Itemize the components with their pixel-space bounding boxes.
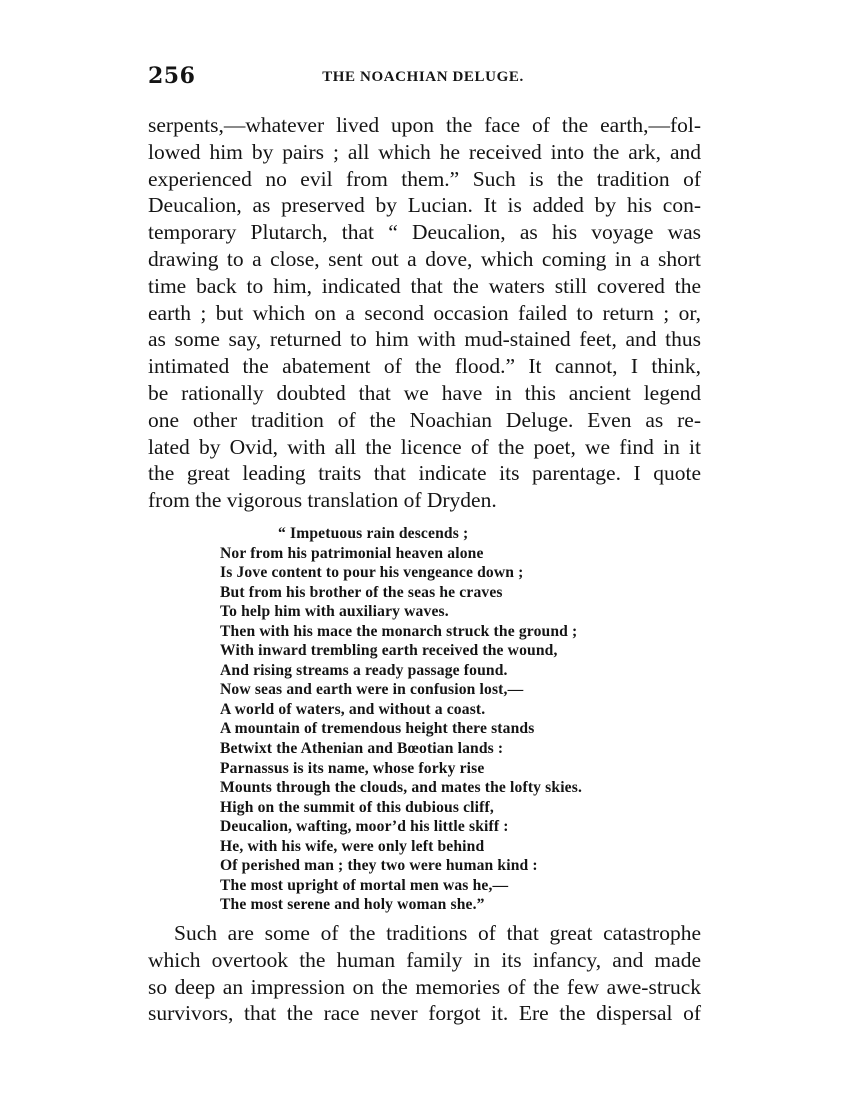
text-line: the great leading traits that indicate its parentage. I quote xyxy=(148,461,701,486)
verse-line: A world of waters, and without a coast. xyxy=(220,700,486,718)
text-line: serpents,—whatever lived upon the face of the earth,—fol- xyxy=(148,113,701,137)
verse-line: Then with his mace the monarch struck the ground ; xyxy=(220,622,578,640)
verse-line: Is Jove content to pour his vengeance down ; xyxy=(220,564,524,582)
text-line: lated by Ovid, with all the licence of the poet, we find in it xyxy=(148,434,701,459)
verse-line: Now seas and earth were in confusion lost,— xyxy=(220,681,524,699)
page-number: 256 xyxy=(148,63,196,89)
verse-line: But from his brother of the seas he craves xyxy=(220,583,503,601)
text-line: experienced no evil from them.” Such is the tradition of xyxy=(148,166,701,191)
verse-quotation xyxy=(220,524,640,915)
text-line: temporary Plutarch, that “ Deucalion, as his voyage was xyxy=(148,220,701,245)
verse-line: With inward trembling earth received the wound, xyxy=(220,642,558,660)
verse-line: Deucalion, wafting, moor’d his little skiff : xyxy=(220,818,509,836)
verse-line: The most serene and holy woman she.” xyxy=(220,896,485,914)
text-line: from the vigorous translation of Dryden. xyxy=(148,488,497,513)
verse-line: Of perished man ; they two were human kind : xyxy=(220,857,538,875)
text-line: earth ; but which on a second occasion failed to return ; or, xyxy=(148,300,701,325)
verse-line: A mountain of tremendous height there stands xyxy=(220,720,535,738)
verse-line: Betwixt the Athenian and Bœotian lands : xyxy=(220,740,504,758)
running-title: THE NOACHIAN DELUGE. xyxy=(322,69,524,85)
verse-line: He, with his wife, were only left behind xyxy=(220,837,485,855)
text-line: be rationally doubted that we have in this ancient legend xyxy=(148,380,701,405)
text-line: one other tradition of the Noachian Deluge. Even as re- xyxy=(148,407,701,432)
verse-line: “ Impetuous rain descends ; xyxy=(278,525,469,542)
verse-line: Nor from his patrimonial heaven alone xyxy=(220,544,484,562)
verse-line: The most upright of mortal men was he,— xyxy=(220,876,509,894)
text-line: drawing to a close, sent out a dove, which coming in a short xyxy=(148,246,701,271)
text-line: Such are some of the traditions of that great catastrophe xyxy=(174,921,701,945)
text-line: survivors, that the race never forgot it. Ere the dispersal of xyxy=(148,1001,701,1026)
text-line: lowed him by pairs ; all which he received into the ark, and xyxy=(148,139,701,164)
verse-line: And rising streams a ready passage found. xyxy=(220,661,508,679)
running-header xyxy=(148,62,698,90)
text-line: which overtook the human family in its infancy, and made xyxy=(148,947,701,972)
text-line: intimated the abatement of the flood.” It cannot, I think, xyxy=(148,354,701,379)
text-line: so deep an impression on the memories of the few awe-struck xyxy=(148,974,701,999)
verse-line: Mounts through the clouds, and mates the lofty skies. xyxy=(220,779,583,797)
paragraph-bottom xyxy=(148,920,701,1027)
text-line: as some say, returned to him with mud-stained feet, and thus xyxy=(148,327,701,352)
text-line: Deucalion, as preserved by Lucian. It is added by his con- xyxy=(148,193,701,218)
verse-line: Parnassus is its name, whose forky rise xyxy=(220,759,485,777)
text-line: time back to him, indicated that the waters still covered the xyxy=(148,273,701,298)
verse-line: To help him with auxiliary waves. xyxy=(220,603,449,621)
verse-line: High on the summit of this dubious cliff, xyxy=(220,798,494,816)
paragraph-top xyxy=(148,112,701,514)
